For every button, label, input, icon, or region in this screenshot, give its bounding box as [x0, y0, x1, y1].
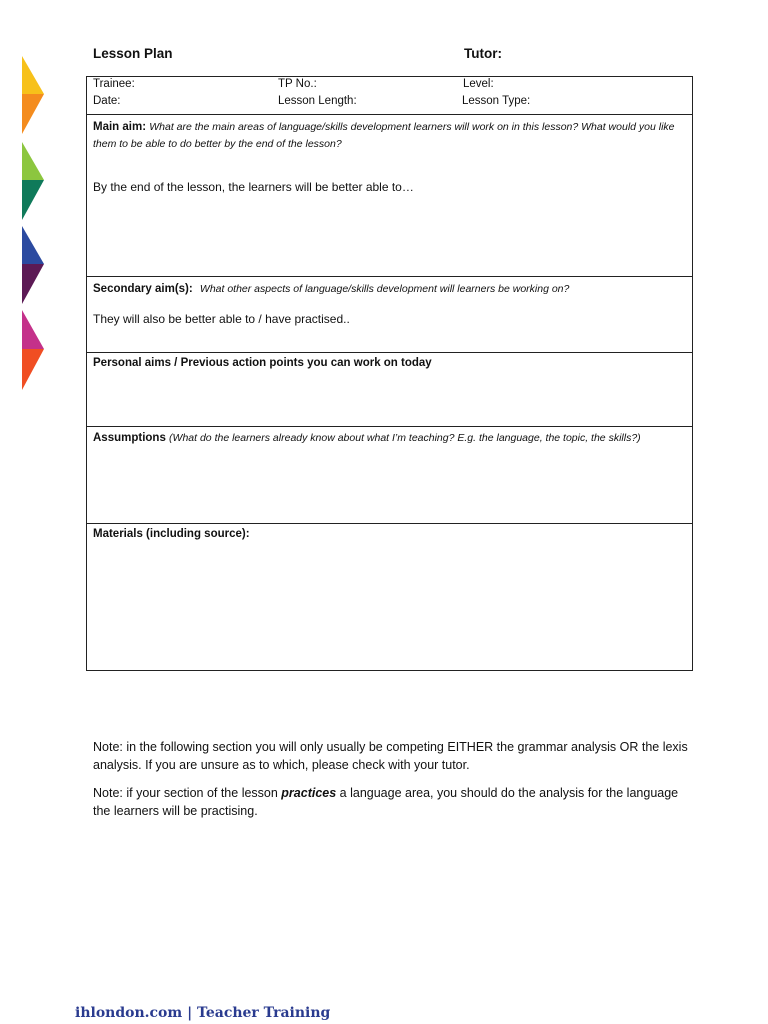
secondary-aims-section[interactable] [87, 277, 692, 353]
strip-triangle-lightgreen [22, 142, 44, 180]
notes-block [93, 738, 693, 830]
note-practices-emphasis: practices [281, 786, 337, 800]
footer [75, 1005, 330, 1021]
strip-triangle-yellow [22, 56, 44, 94]
secondary-aims-label: Secondary aim(s): [93, 283, 193, 295]
main-aim-body: By the end of the lesson, the learners will be better able to… [93, 180, 414, 194]
footer-separator: | [187, 1005, 193, 1021]
lesson-length-field[interactable]: Lesson Length: [278, 95, 357, 107]
strip-triangle-orange [22, 94, 44, 134]
note-practices-before: Note: if your section of the lesson [93, 786, 282, 800]
strip-triangle-blue [22, 226, 44, 264]
note-practices-after: a language area, you should do the analysis for the language the learners will be practising. [93, 786, 679, 818]
strip-triangle-purple [22, 264, 44, 304]
page-header [93, 46, 693, 66]
assumptions-section[interactable] [87, 427, 692, 524]
tp-no-field[interactable]: TP No.: [278, 78, 317, 90]
info-row [87, 77, 692, 115]
footer-label: Teacher Training [197, 1005, 331, 1021]
trainee-field[interactable]: Trainee: [93, 78, 135, 90]
assumptions-label: Assumptions [93, 432, 166, 444]
footer-site-link[interactable]: ihlondon.com [75, 1005, 183, 1021]
main-aim-label: Main aim: [93, 121, 147, 133]
personal-aims-section[interactable] [87, 353, 692, 427]
main-aim-hint: What are the main areas of language/skills development learners will work on in this lesson? What would you like them to be able to do better by the end of the lesson? [93, 121, 675, 150]
materials-section[interactable] [87, 524, 692, 670]
lesson-type-field[interactable]: Lesson Type: [462, 95, 531, 107]
materials-label: Materials (including source): [93, 528, 250, 540]
page-title: Lesson Plan [93, 46, 173, 61]
note-practices [93, 784, 693, 820]
date-field[interactable]: Date: [93, 95, 121, 107]
secondary-aims-hint: What other aspects of language/skills development will learners be working on? [199, 283, 570, 295]
personal-aims-label: Personal aims / Previous action points you can work on today [93, 357, 432, 369]
note-grammar-lexis: Note: in the following section you will only usually be competing EITHER the grammar analysis OR the lexis analysis. If you are unsure as to which, please check with your tutor. [93, 740, 688, 772]
tutor-label: Tutor: [464, 46, 502, 61]
secondary-aims-body: They will also be better able to / have practised.. [93, 312, 350, 326]
assumptions-hint: (What do the learners already know about what I’m teaching? E.g. the language, the topic, the skills?) [169, 432, 641, 444]
decorative-color-strip [22, 56, 46, 392]
strip-triangle-magenta [22, 310, 44, 349]
strip-triangle-red [22, 349, 44, 390]
strip-triangle-darkgreen [22, 180, 44, 220]
level-field[interactable]: Level: [463, 78, 494, 90]
lesson-plan-form [86, 76, 693, 671]
main-aim-section[interactable] [87, 115, 692, 277]
